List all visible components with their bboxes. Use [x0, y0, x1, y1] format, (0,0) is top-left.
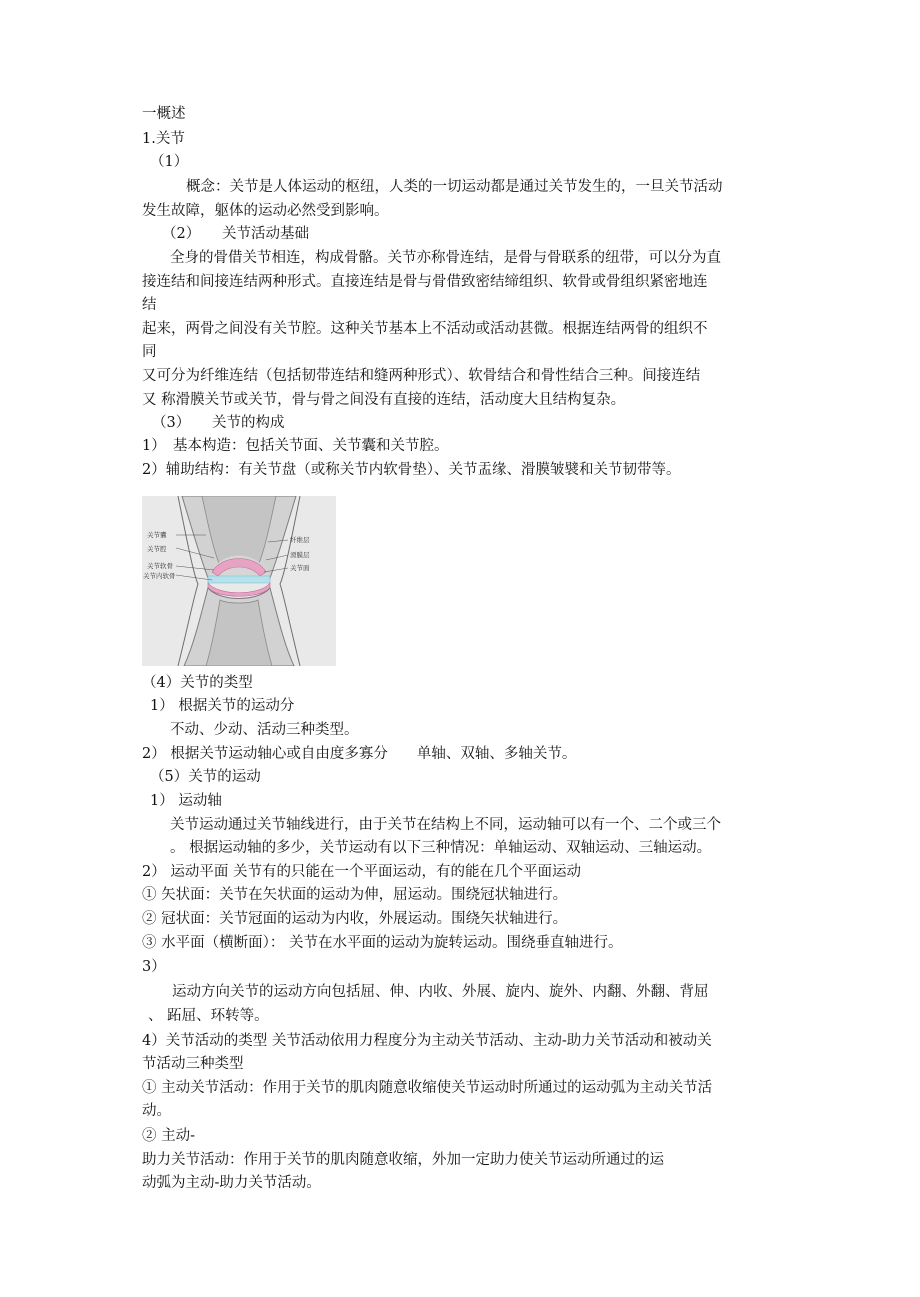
section-title: （3） 关节的构成: [152, 415, 285, 431]
label-synovial: 滑膜层: [290, 551, 310, 559]
paragraph-line: 动弧为主动-助力关节活动。: [142, 1175, 321, 1191]
section-title: （5）关节的运动: [150, 769, 261, 785]
paragraph-line: 结: [142, 297, 157, 313]
list-item: 1） 根据关节的运动分: [150, 698, 295, 714]
paragraph-line: 同: [142, 344, 157, 360]
paragraph-line: 起来，两骨之间没有关节腔。这种关节基本上不活动或活动甚微。根据连结两骨的组织不: [142, 321, 708, 337]
list-item: ① 主动关节活动：作用于关节的肌肉随意收缩使关节运动时所通过的运动弧为主动关节活: [142, 1080, 713, 1096]
concept-line-2: 发生故障，躯体的运动必然受到影响。: [142, 203, 389, 219]
list-item: ③ 水平面（横断面）： 关节在水平面的运动为旋转运动。围绕垂直轴进行。: [142, 935, 623, 951]
label-cartilage: 关节软骨: [147, 562, 173, 570]
paragraph-line: 又可分为纤维连结（包括韧带连结和缝两种形式）、软骨结合和骨性结合三种。间接连结: [142, 368, 701, 384]
label-fibrous: 纤维层: [290, 536, 310, 544]
list-item: ① 矢状面：关节在矢状面的运动为伸，屈运动。围绕冠状轴进行。: [142, 887, 568, 903]
label-cavity: 关节腔: [147, 545, 167, 553]
list-item: 2） 根据关节运动轴心或自由度多寡分 单轴、双轴、多轴关节。: [142, 746, 577, 762]
joint-structure-figure: [142, 496, 336, 666]
paragraph-line: 运动方向关节的运动方向包括屈、伸、内收、外展、旋内、旋外、内翻、外翻、背屈: [172, 984, 709, 1000]
item-number: （1）: [150, 154, 189, 170]
label-surface: 关节面: [290, 564, 310, 572]
doc-heading: 一概述: [142, 106, 186, 122]
paragraph-line: 动。: [142, 1103, 171, 1119]
list-item: 3）: [142, 959, 166, 975]
list-item: 1） 基本构造：包括关节面、关节囊和关节腔。: [142, 438, 449, 454]
section-subheading: 1.关节: [142, 131, 185, 147]
paragraph-line: 不动、少动、活动三种类型。: [170, 722, 359, 738]
section-title: （4）关节的类型: [142, 675, 253, 691]
label-disc: 关节内软骨: [143, 572, 176, 580]
paragraph-line: 节活动三种类型: [142, 1056, 244, 1072]
paragraph-line: 接连结和间接连结两种形式。直接连结是骨与骨借致密结缔组织、软骨或骨组织紧密地连: [142, 274, 708, 290]
list-item: 2）辅助结构：有关节盘（或称关节内软骨垫）、关节盂缘、滑膜皱襞和关节韧带等。: [142, 462, 681, 478]
paragraph-line: 助力关节活动：作用于关节的肌肉随意收缩，外加一定助力使关节运动所通过的运: [142, 1152, 664, 1168]
label-capsule: 关节囊: [147, 531, 167, 539]
list-item: 4）关节活动的类型 关节活动依用力程度分为主动关节活动、主动-助力关节活动和被动关: [142, 1033, 712, 1049]
paragraph-line: 关节运动通过关节轴线进行，由于关节在结构上不同，运动轴可以有一个、二个或三个: [170, 817, 721, 833]
paragraph-line: 全身的骨借关节相连，构成骨骼。关节亦称骨连结，是骨与骨联系的纽带，可以分为直: [170, 250, 721, 266]
paragraph-line: 、 跖屈、环转等。: [148, 1008, 269, 1024]
section-title: （2） 关节活动基础: [162, 226, 309, 242]
list-item: 1） 运动轴: [150, 793, 222, 809]
paragraph-line: 又 称滑膜关节或关节，骨与骨之间没有直接的连结，活动度大且结构复杂。: [142, 392, 626, 408]
concept-line-1: 概念：关节是人体运动的枢纽，人类的一切运动都是通过关节发生的，一旦关节活动: [186, 179, 723, 195]
list-item: ② 冠状面：关节冠面的运动为内收，外展运动。围绕矢状轴进行。: [142, 911, 568, 927]
list-item: ② 主动-: [142, 1128, 196, 1144]
paragraph-line: 。 根据运动轴的多少，关节运动有以下三种情况：单轴运动、双轴运动、三轴运动。: [170, 840, 712, 856]
joint-diagram: [142, 496, 336, 666]
list-item: 2） 运动平面 关节有的只能在一个平面运动，有的能在几个平面运动: [142, 864, 581, 880]
